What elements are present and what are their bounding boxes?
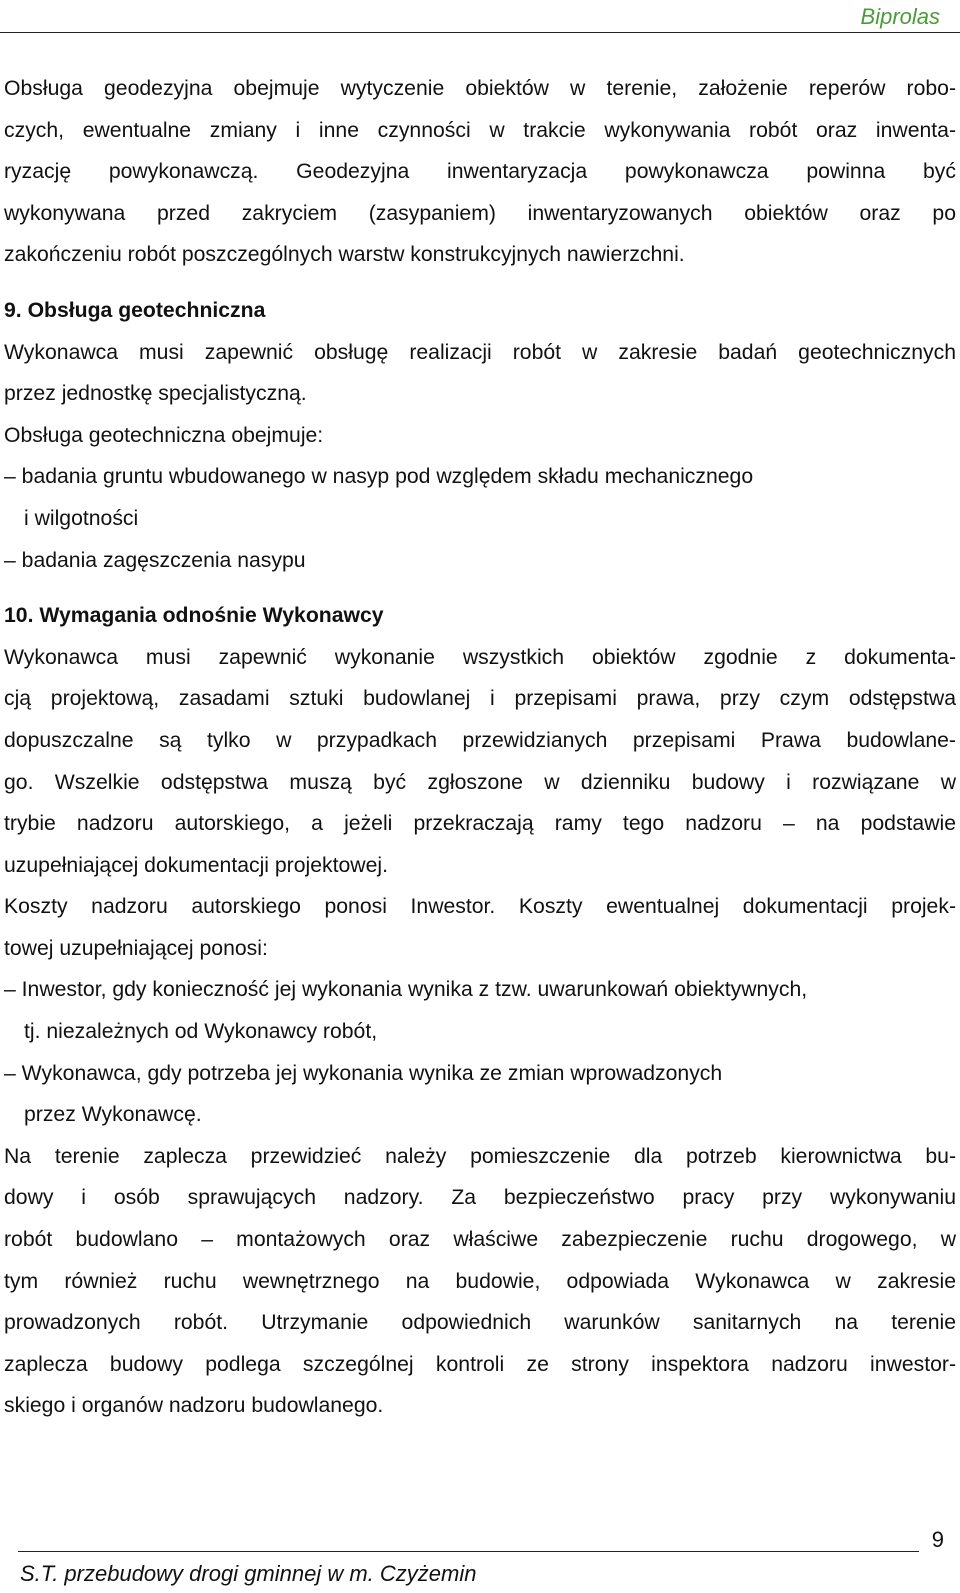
list-item: – badania zagęszczenia nasypu — [4, 548, 306, 572]
text-line: Wykonawca musi zapewnić wykonanie wszystkich obiektów zgodnie z dokumenta- — [4, 645, 956, 669]
text-line: wykonywana przed zakryciem (zasypaniem) inwentaryzowanych obiektów oraz po — [4, 201, 956, 225]
text-line: Koszty nadzoru autorskiego ponosi Inwestor. Koszty ewentualnej dokumentacji projek- — [4, 895, 956, 919]
list-item-continuation: przez Wykonawcę. — [24, 1103, 202, 1127]
list-item: – badania gruntu wbudowanego w nasyp pod względem składu mechanicznego — [4, 465, 754, 489]
text-line: Na terenie zaplecza przewidzieć należy pomieszczenie dla potrzeb kierownictwa bu- — [4, 1144, 956, 1168]
text-line: zakończeniu robót poszczególnych warstw konstrukcyjnych nawierzchni. — [4, 243, 685, 267]
list-item-continuation: tj. niezależnych od Wykonawcy robót, — [24, 1020, 378, 1044]
intro-paragraph — [4, 68, 956, 276]
text-line: uzupełniającej dokumentacji projektowej. — [4, 853, 388, 877]
page-number: 9 — [931, 1527, 944, 1552]
text-line: prowadzonych robót. Utrzymanie odpowiednich warunków sanitarnych na terenie — [4, 1311, 956, 1335]
text-line: zaplecza budowy podlega szczególnej kontroli ze strony inspektora nadzoru inwestor- — [4, 1352, 956, 1376]
section-9-heading — [4, 290, 956, 332]
footer-rule — [18, 1551, 919, 1552]
header-brand: Biprolas — [860, 4, 940, 29]
header-rule — [0, 32, 960, 33]
text-line: tym również ruchu wewnętrznego na budowie, odpowiada Wykonawca w zakresie — [4, 1269, 956, 1293]
text-line: Obsługa geodezyjna obejmuje wytyczenie obiektów w terenie, założenie reperów robo- — [4, 77, 956, 100]
section-number: 10. — [4, 604, 34, 628]
section-number: 9. — [4, 298, 22, 322]
text-line: robót budowlano – montażowych oraz właściwe zabezpieczenie ruchu drogowego, w — [4, 1228, 956, 1252]
section-title: Wymagania odnośnie Wykonawcy — [39, 604, 384, 628]
text-line: go. Wszelkie odstępstwa muszą być zgłoszone w dzienniku budowy i rozwiązane w — [4, 770, 956, 794]
text-line: Obsługa geotechniczna obejmuje: — [4, 423, 324, 447]
section-10-heading — [4, 595, 956, 637]
text-line: dopuszczalne są tylko w przypadkach przewidzianych przepisami Prawa budowlane- — [4, 728, 956, 752]
text-line: przez jednostkę specjalistyczną. — [4, 382, 307, 406]
section-10-body — [4, 637, 956, 1427]
text-line: cją projektową, zasadami sztuki budowlanej i przepisami prawa, przy czym odstępstwa — [4, 687, 956, 711]
list-item: – Wykonawca, gdy potrzeba jej wykonania wynika ze zmian wprowadzonych — [4, 1061, 723, 1085]
text-line: skiego i organów nadzoru budowlanego. — [4, 1394, 384, 1418]
text-line: ryzację powykonawczą. Geodezyjna inwentaryzacja powykonawcza powinna być — [4, 160, 956, 184]
text-line: dowy i osób sprawujących nadzory. Za bezpieczeństwo pracy przy wykonywaniu — [4, 1186, 956, 1210]
list-item-continuation: i wilgotności — [24, 506, 139, 530]
document-body — [4, 68, 956, 1427]
section-9-body — [4, 332, 956, 582]
text-line: Wykonawca musi zapewnić obsługę realizacji robót w zakresie badań geotechnicznych — [4, 340, 956, 364]
text-line: czych, ewentualne zmiany i inne czynności w trakcie wykonywania robót oraz inwenta- — [4, 118, 956, 142]
footer-title: S.T. przebudowy drogi gminnej w m. Czyżemin — [20, 1561, 477, 1586]
list-item: – Inwestor, gdy konieczność jej wykonania wynika z tzw. uwarunkowań obiektywnych, — [4, 978, 808, 1002]
text-line: towej uzupełniającej ponosi: — [4, 936, 268, 960]
text-line: trybie nadzoru autorskiego, a jeżeli przekraczają ramy tego nadzoru – na podstawie — [4, 812, 956, 836]
section-title: Obsługa geotechniczna — [27, 298, 266, 322]
